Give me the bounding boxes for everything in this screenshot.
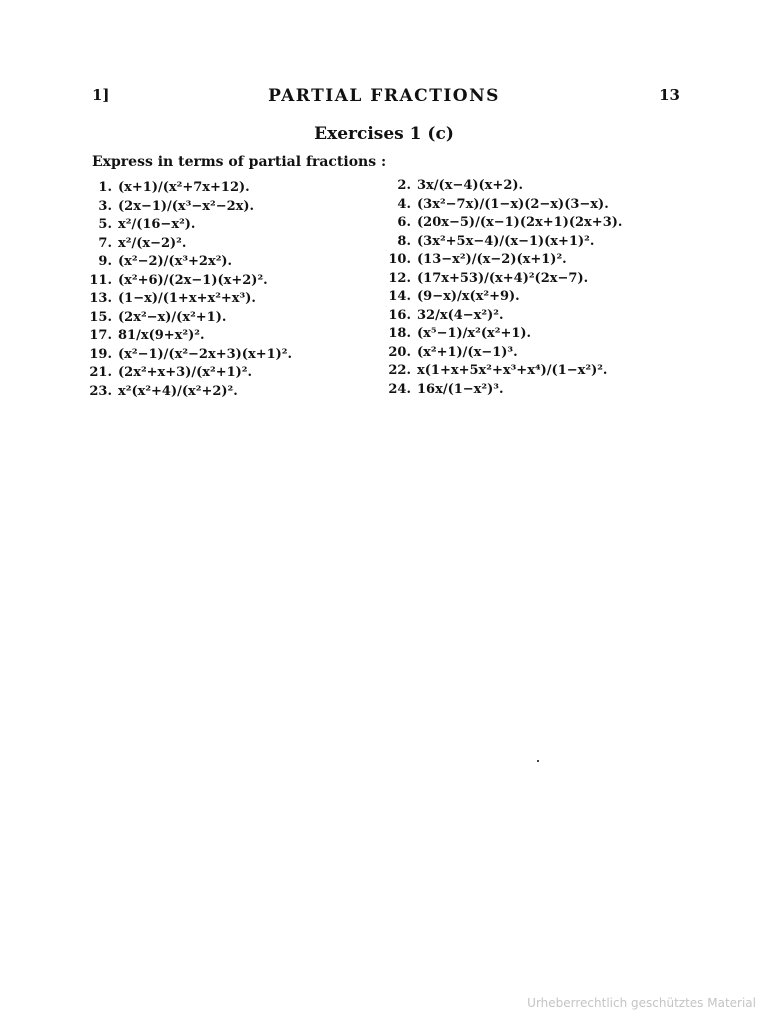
exercise-heading: Exercises 1 (c) [314, 124, 454, 144]
exercise-item: 13. (1−x)/(1+x+x²+x³). [89, 291, 256, 306]
exercise-item: 21. (2x²+x+3)/(x²+1)². [89, 365, 253, 380]
page-number: 13 [659, 86, 680, 104]
exercise-item: 14. (9−x)/x(x²+9). [388, 289, 520, 304]
chapter-number: 1] [92, 86, 110, 104]
exercise-item: 17. 81/x(9+x²)². [89, 328, 205, 343]
exercise-item: 7. x²/(x−2)². [98, 235, 187, 251]
exercise-item: 2. 3x/(x−4)(x+2). [397, 178, 524, 193]
exercise-item: 11. (x²+6)/(2x−1)(x+2)². [89, 272, 268, 288]
exercise-item: 22. x(1+x+5x²+x³+x⁴)/(1−x²)². [388, 363, 608, 378]
exercise-item: 1. (x+1)/(x²+7x+12). [98, 180, 250, 195]
exercise-item: 19. (x²−1)/(x²−2x+3)(x+1)². [89, 346, 293, 362]
exercise-item: 10. (13−x²)/(x−2)(x+1)². [388, 252, 567, 267]
exercise-item: 8. (3x²+5x−4)/(x−1)(x+1)². [397, 233, 595, 249]
exercise-item: 20. (x²+1)/(x−1)³. [388, 344, 518, 360]
stray-ink-dot [537, 760, 539, 762]
exercise-item: 9. (x²−2)/(x³+2x²). [98, 254, 233, 269]
exercise-item: 16. 32/x(4−x²)². [388, 307, 504, 323]
exercise-item: 5. x²/(16−x²). [98, 217, 196, 232]
exercise-item: 24. 16x/(1−x²)³. [388, 381, 504, 397]
exercise-item: 4. (3x²−7x)/(1−x)(2−x)(3−x). [397, 196, 609, 212]
running-title: PARTIAL FRACTIONS [268, 86, 500, 106]
exercise-item: 15. (2x²−x)/(x²+1). [89, 309, 227, 325]
exercise-item: 6. (20x−5)/(x−1)(2x+1)(2x+3). [397, 215, 623, 230]
exercise-item: 12. (17x+53)/(x+4)²(2x−7). [388, 270, 589, 286]
exercise-item: 23. x²(x²+4)/(x²+2)². [89, 383, 238, 399]
exercise-item: 18. (x⁵−1)/x²(x²+1). [388, 326, 532, 341]
exercise-instruction: Express in terms of partial fractions : [92, 154, 387, 170]
copyright-watermark: Urheberrechtlich geschütztes Material [527, 996, 756, 1010]
exercise-item: 3. (2x−1)/(x³−x²−2x). [98, 198, 255, 214]
